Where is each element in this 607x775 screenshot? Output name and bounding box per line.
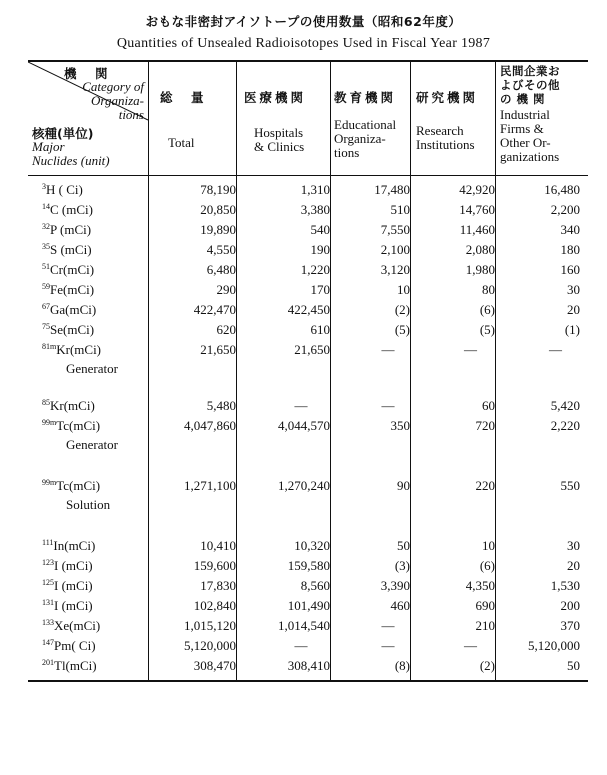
value-educational: 350 [390,418,410,433]
table-row [28,578,588,598]
value-research: (6) [479,558,495,573]
nuclide-label [42,398,95,414]
nuclide-label [42,262,94,278]
table-row [28,302,588,322]
nuclide-name: I (mCi) [54,598,93,613]
nuclide-label [42,538,95,554]
table-row [28,618,588,638]
column-header-research-english: Research Institutions [416,123,475,152]
value-educational: 460 [390,598,410,613]
value-educational: — [381,398,395,413]
mass-number: 111 [42,538,54,547]
table-row [28,658,588,678]
value-total: 21,650 [200,342,236,357]
value-research: 11,460 [459,222,495,237]
value-hospitals: 170 [310,282,330,297]
value-research: 210 [475,618,495,633]
column-header-hospitals-english: Hospitals & Clinics [254,125,305,154]
value-educational: — [381,618,395,633]
value-research: (6) [479,302,495,317]
nuclide-name: Tl(mCi) [54,658,97,673]
mass-number: 32 [42,222,50,231]
value-industrial: 200 [560,598,580,613]
table-row [28,242,588,262]
value-industrial: 2,200 [550,202,580,217]
table-row [28,262,588,282]
column-header-educational-japanese: 教育機関 [334,90,397,105]
table-bottom-rule [28,680,588,682]
value-total: 620 [216,322,236,337]
nuclide-name: S (mCi) [50,242,92,257]
value-industrial: 30 [567,282,580,297]
nuclide-name: Se(mCi) [50,322,95,337]
value-educational: 3,390 [380,578,410,593]
nuclide-label [42,598,93,614]
mass-number: 75 [42,322,50,331]
value-educational: 10 [397,282,410,297]
value-industrial: 180 [560,242,580,257]
value-educational: 510 [390,202,410,217]
value-educational: (8) [394,658,410,673]
nuclide-label [42,618,100,634]
value-research: 10 [482,538,495,553]
value-hospitals: 1,014,540 [278,618,330,633]
value-hospitals: 159,580 [287,558,330,573]
value-total: 159,600 [193,558,236,573]
value-industrial: 5,420 [550,398,580,413]
mass-number: 14 [42,202,50,211]
nuclide-label [42,202,93,218]
value-total: 78,190 [200,182,236,197]
value-total: 422,470 [193,302,236,317]
nuclide-name: P (mCi) [50,222,92,237]
column-header-research-japanese: 研究機関 [416,90,479,105]
table-row [28,418,588,452]
value-hospitals: — [294,398,308,413]
nuclide-label [42,242,92,258]
value-educational: (3) [394,558,410,573]
value-industrial: 550 [560,478,580,493]
mass-number: 59 [42,282,50,291]
value-research: 60 [482,398,495,413]
table-row [28,222,588,242]
value-research: 720 [475,418,495,433]
value-research: 690 [475,598,495,613]
column-header-industrial-japanese: 民間企業お よびその他 の 機 関 [500,64,560,106]
value-total: 308,470 [193,658,236,673]
value-research: — [464,638,477,653]
table-row [28,558,588,578]
mass-number: 125 [42,578,54,587]
value-industrial: (1) [564,322,580,337]
value-hospitals: 10,320 [294,538,330,553]
nuclide-label [42,658,97,674]
column-header-educational-english: Educational Organiza- tions [334,117,397,160]
mass-number: 81m [42,342,57,351]
nuclide-name: I (mCi) [54,578,93,593]
value-total: 1,015,120 [184,618,236,633]
value-total: 20,850 [200,202,236,217]
value-research: (2) [479,658,495,673]
value-educational: 17,480 [374,182,410,197]
value-hospitals: 1,310 [300,182,330,197]
value-industrial: 160 [560,262,580,277]
nuclide-name: Kr(mCi) [50,398,95,413]
nuclide-form: Generator [66,361,118,376]
mass-number: 133 [42,618,54,627]
corner-bottom-english: Major Nuclides (unit) [32,139,110,168]
value-hospitals: 4,044,570 [278,418,330,433]
table-row [28,398,588,418]
value-hospitals: 3,380 [300,202,330,217]
value-educational: 50 [397,538,410,553]
nuclide-name: Pm( Ci) [54,638,96,653]
nuclide-form: Solution [66,497,111,512]
value-research: 220 [475,478,495,493]
value-hospitals: 101,490 [287,598,330,613]
nuclide-name: Tc(mCi) [56,478,101,493]
nuclide-label [42,322,94,338]
value-research: 14,760 [459,202,495,217]
nuclide-name: Tc(mCi) [56,418,101,433]
value-industrial: 20 [567,558,580,573]
nuclide-label [42,578,93,594]
nuclide-name: H ( Ci) [46,182,83,197]
title-english: Quantities of Unsealed Radioisotopes Used in Fiscal Year 1987 [116,36,491,51]
mass-number: 51 [42,262,50,271]
value-educational: 90 [397,478,410,493]
value-total: 17,830 [200,578,236,593]
column-header-industrial-english: Industrial Firms & Other Or- ganizations [500,107,560,164]
column-header-total-english: Total [168,135,195,150]
value-total: 102,840 [193,598,236,613]
mass-number: 99m [42,478,57,487]
value-educational: (2) [394,302,410,317]
value-total: 4,047,860 [184,418,236,433]
value-hospitals: 1,270,240 [278,478,330,493]
value-total: 5,480 [206,398,236,413]
nuclide-label [42,222,91,238]
nuclide-label [42,182,83,198]
nuclide-name: Fe(mCi) [50,282,95,297]
nuclide-name: Xe(mCi) [54,618,101,633]
value-educational: — [381,638,395,653]
value-hospitals: 610 [310,322,330,337]
corner-top-english: Category of Organiza- tions [82,79,144,122]
table-row [28,342,588,376]
value-industrial: 340 [560,222,580,237]
value-hospitals: 1,220 [300,262,330,277]
value-industrial: 30 [567,538,580,553]
nuclide-name: C (mCi) [50,202,93,217]
nuclide-name: Cr(mCi) [50,262,95,277]
value-industrial: 2,220 [550,418,580,433]
value-research: — [464,342,477,357]
table-row [28,538,588,558]
table-row [28,282,588,302]
column-header-total-japanese: 総 量 [160,90,207,105]
corner-top-japanese: 機 関 [64,66,111,81]
nuclide-form: Generator [66,437,118,452]
nuclide-name: Ga(mCi) [50,302,97,317]
value-hospitals: 308,410 [287,658,330,673]
value-total: 4,550 [206,242,236,257]
value-educational: 2,100 [380,242,410,257]
nuclide-label [42,282,94,298]
table-row [28,638,588,658]
mass-number: 3 [42,182,46,191]
value-total: 10,410 [200,538,236,553]
mass-number: 147 [42,638,54,647]
value-total: 5,120,000 [184,638,236,653]
value-total: 290 [216,282,236,297]
value-industrial: 20 [567,302,580,317]
nuclide-label [42,342,101,358]
mass-number: 123 [42,558,54,567]
nuclide-label [42,418,100,434]
nuclide-label [42,638,96,654]
value-hospitals: 190 [310,242,330,257]
value-research: 2,080 [465,242,495,257]
nuclide-name: Kr(mCi) [56,342,102,357]
value-educational: 7,550 [380,222,410,237]
mass-number: 99m [42,418,57,427]
value-industrial: 5,120,000 [528,638,580,653]
value-total: 19,890 [200,222,236,237]
table-row [28,202,588,222]
value-industrial: 16,480 [544,182,580,197]
nuclide-label [42,478,100,494]
value-research: (5) [479,322,495,337]
table-row [28,322,588,342]
value-total: 1,271,100 [184,478,236,493]
mass-number: 67 [42,302,50,311]
table-row [28,182,588,202]
value-industrial: — [549,342,562,357]
table-row [28,478,588,512]
value-hospitals: — [294,638,308,653]
value-research: 4,350 [465,578,495,593]
mass-number: 201 [42,658,54,667]
value-industrial: 1,530 [550,578,580,593]
value-educational: 3,120 [380,262,410,277]
value-industrial: 50 [567,658,580,673]
value-industrial: 370 [560,618,580,633]
table-row [28,598,588,618]
value-educational: — [381,342,395,357]
value-hospitals: 540 [310,222,330,237]
title-japanese: おもな非密封アイソトープの使用数量（昭和62年度） [145,14,462,29]
value-hospitals: 21,650 [294,342,330,357]
corner-bottom-japanese: 核種(単位) [32,126,94,141]
nuclide-label [42,558,93,574]
column-header-hospitals-japanese: 医療機関 [244,90,307,105]
mass-number: 131 [42,598,54,607]
value-educational: (5) [394,322,410,337]
value-hospitals: 422,450 [287,302,330,317]
nuclide-name: I (mCi) [54,558,93,573]
value-research: 1,980 [465,262,495,277]
mass-number: 85 [42,398,50,407]
nuclide-label [42,302,96,318]
mass-number: 35 [42,242,50,251]
value-total: 6,480 [206,262,236,277]
value-research: 80 [482,282,495,297]
value-research: 42,920 [459,182,495,197]
value-hospitals: 8,560 [300,578,330,593]
nuclide-name: In(mCi) [53,538,96,553]
